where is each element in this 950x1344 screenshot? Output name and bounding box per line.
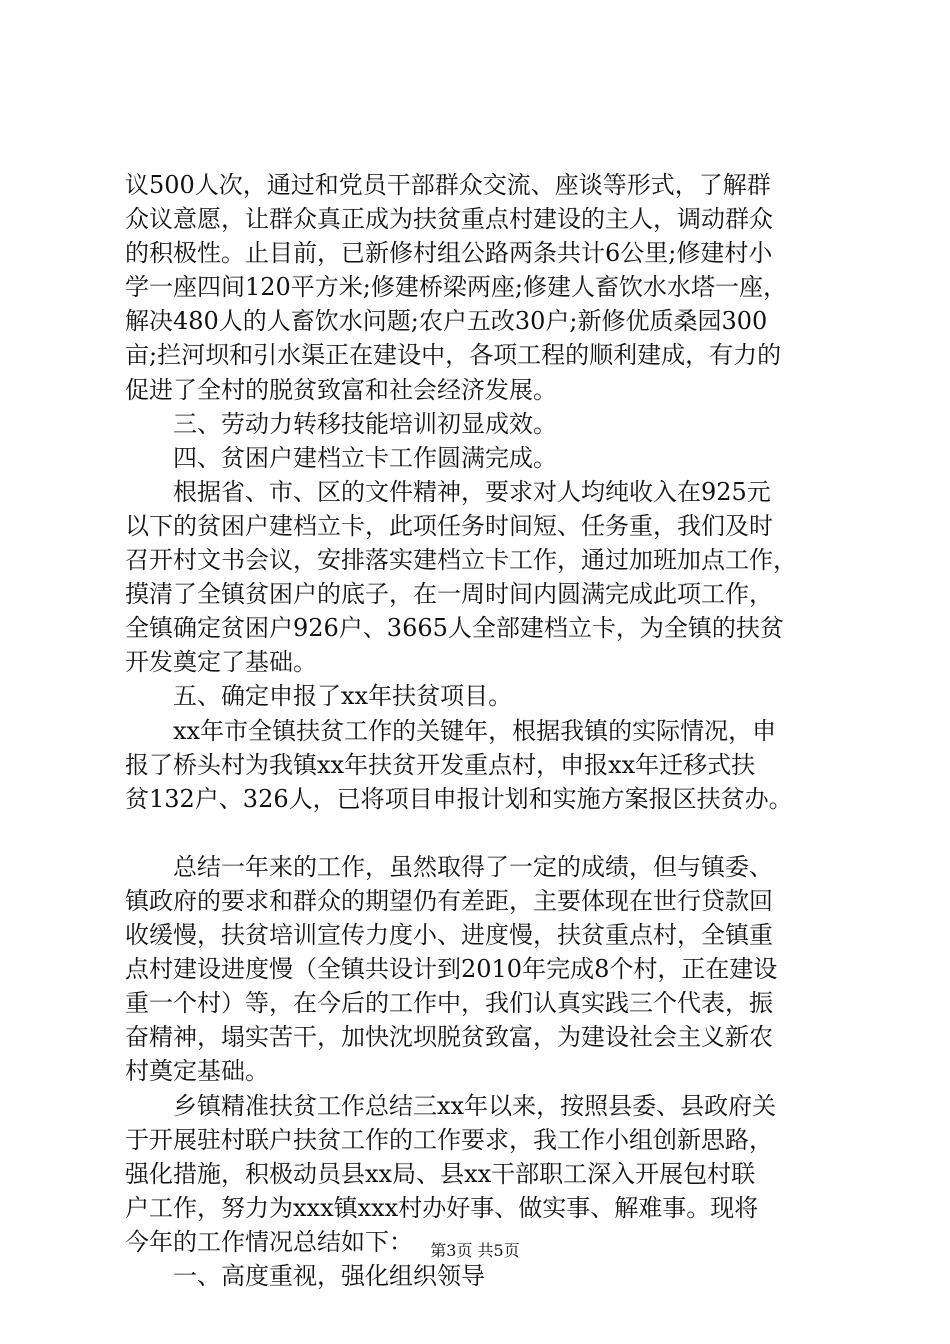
text-line: 总结一年来的工作，虽然取得了一定的成绩，但与镇委、 <box>125 852 773 881</box>
text-line: 奋精神，塌实苦干，加快沈坝脱贫致富，为建设社会主义新农 <box>125 1023 773 1052</box>
text-line: 乡镇精准扶贫工作总结三xx年以来，按照县委、县政府关 <box>125 1091 777 1120</box>
text-line: 点村建设进度慢（全镇共设计到2010年完成8个村，正在建设 <box>125 955 778 984</box>
text-line: 全镇确定贫困户926户、3665人全部建档立卡，为全镇的扶贫 <box>125 614 784 643</box>
page-footer: 第3页 共5页 <box>430 1241 520 1260</box>
text-line: 学一座四间120平方米;修建桥梁两座;修建人畜饮水水塔一座， <box>125 273 787 302</box>
text-line: 贫132户、326人，已将项目申报计划和实施方案报区扶贫办。 <box>125 784 793 813</box>
text-line: 五、确定申报了xx年扶贫项目。 <box>125 682 513 711</box>
text-line: 的积极性。止目前，已新修村组公路两条共计6公里;修建村小 <box>125 239 773 268</box>
text-line: 今年的工作情况总结如下： <box>125 1227 413 1256</box>
text-line: 镇政府的要求和群众的期望仍有差距，主要体现在世行贷款回 <box>125 886 773 915</box>
text-line: xx年市全镇扶贫工作的关键年，根据我镇的实际情况，申 <box>125 716 777 745</box>
text-line: 于开展驻村联户扶贫工作的工作要求，我工作小组创新思路， <box>125 1125 773 1154</box>
text-line: 村奠定基础。 <box>125 1057 269 1086</box>
text-line: 开发奠定了基础。 <box>125 648 317 677</box>
text-line: 亩;拦河坝和引水渠正在建设中，各项工程的顺利建成，有力的 <box>125 341 782 370</box>
text-line: 重一个村）等，在今后的工作中，我们认真实践三个代表，振 <box>125 989 773 1018</box>
text-line: 召开村文书会议，安排落实建档立卡工作，通过加班加点工作， <box>125 546 797 575</box>
text-line: 强化措施，积极动员县xx局、县xx干部职工深入开展包村联 <box>125 1159 756 1188</box>
text-line: 促进了全村的脱贫致富和社会经济发展。 <box>125 375 557 404</box>
text-line: 众议意愿，让群众真正成为扶贫重点村建设的主人，调动群众 <box>125 205 773 234</box>
text-line: 解决480人的人畜饮水问题;农户五改30户;新修优质桑园300 <box>125 307 768 336</box>
document-body <box>125 168 825 1293</box>
blank-line <box>125 816 825 850</box>
text-line: 议500人次，通过和党员干部群众交流、座谈等形式，了解群 <box>125 171 771 199</box>
text-line: 四、贫困户建档立卡工作圆满完成。 <box>125 443 557 472</box>
text-line: 一、高度重视，强化组织领导 <box>125 1262 485 1290</box>
text-line: 户工作，努力为xxx镇xxx村办好事、做实事、解难事。现将 <box>125 1193 759 1222</box>
text-line: 根据省、市、区的文件精神，要求对人均纯收入在925元 <box>125 477 771 506</box>
text-line: 三、劳动力转移技能培训初显成效。 <box>125 409 557 438</box>
text-line: 报了桥头村为我镇xx年扶贫开发重点村，申报xx年迁移式扶 <box>125 750 756 779</box>
text-line: 摸清了全镇贫困户的底子，在一周时间内圆满完成此项工作， <box>125 580 773 609</box>
text-line: 收缓慢，扶贫培训宣传力度小、进度慢，扶贫重点村，全镇重 <box>125 921 773 950</box>
text-line: 以下的贫困户建档立卡，此项任务时间短、任务重，我们及时 <box>125 511 773 540</box>
